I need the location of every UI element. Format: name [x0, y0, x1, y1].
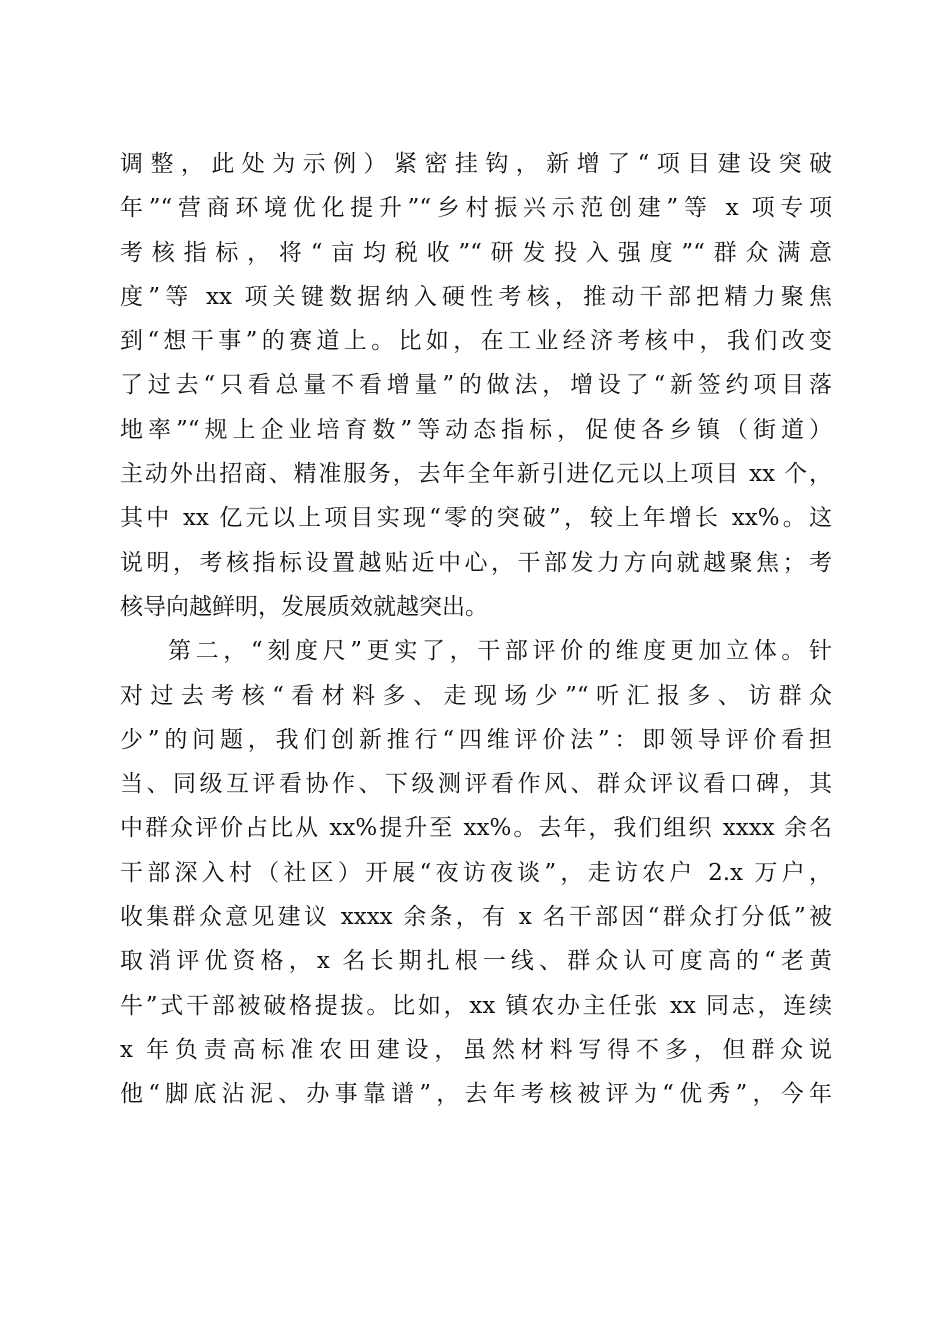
text-line: 他“脚底沾泥、办事靠谱”，去年考核被评为“优秀”，今年 [120, 1081, 832, 1108]
text-line: 取消评优资格，x 名长期扎根一线、群众认可度高的“老黄 [120, 948, 832, 975]
text-line: 地率”“规上企业培育数”等动态指标，促使各乡镇（街道） [120, 416, 832, 443]
text-line: 了过去“只看总量不看增量”的做法，增设了“新签约项目落 [120, 372, 832, 399]
text-line: 到“想干事”的赛道上。比如，在工业经济考核中，我们改变 [120, 328, 832, 355]
text-line: 主动外出招商、精准服务，去年全年新引进亿元以上项目 xx 个， [120, 461, 832, 488]
text-line: 对过去考核“看材料多、走现场少”“听汇报多、访群众 [120, 682, 832, 709]
text-line: 少”的问题，我们创新推行“四维评价法”：即领导评价看担 [120, 726, 832, 753]
text-line: 年”“营商环境优化提升”“乡村振兴示范创建”等 x 项专项 [120, 195, 832, 222]
text-line: 考核指标，将“亩均税收”“研发投入强度”“群众满意 [120, 239, 832, 266]
text-line: 收集群众意见建议 xxxx 余条，有 x 名干部因“群众打分低”被 [120, 904, 832, 931]
paragraph-end-line: 核导向越鲜明，发展质效就越突出。 [120, 593, 488, 620]
text-line: 说明，考核指标设置越贴近中心，干部发力方向就越聚焦；考 [120, 549, 832, 576]
text-line: 牛”式干部被破格提拔。比如，xx 镇农办主任张 xx 同志，连续 [120, 992, 832, 1019]
text-line: 中群众评价占比从 xx%提升至 xx%。去年，我们组织 xxxx 余名 [120, 815, 832, 842]
text-line: 其中 xx 亿元以上项目实现“零的突破”，较上年增长 xx%。这 [120, 505, 832, 532]
text-line: 当、同级互评看协作、下级测评看作风、群众评议看口碑，其 [120, 771, 832, 798]
text-line: 调整，此处为示例）紧密挂钩，新增了“项目建设突破 [120, 151, 832, 177]
body-text [120, 142, 832, 1117]
text-line: x 年负责高标准农田建设，虽然材料写得不多，但群众说 [120, 1036, 832, 1063]
section-heading-line: 第二，“刻度尺”更实了，干部评价的维度更加立体。针 [168, 638, 832, 665]
text-line: 度”等 xx 项关键数据纳入硬性考核，推动干部把精力聚焦 [120, 283, 832, 310]
text-line: 干部深入村（社区）开展“夜访夜谈”，走访农户 2.x 万户， [120, 859, 832, 886]
